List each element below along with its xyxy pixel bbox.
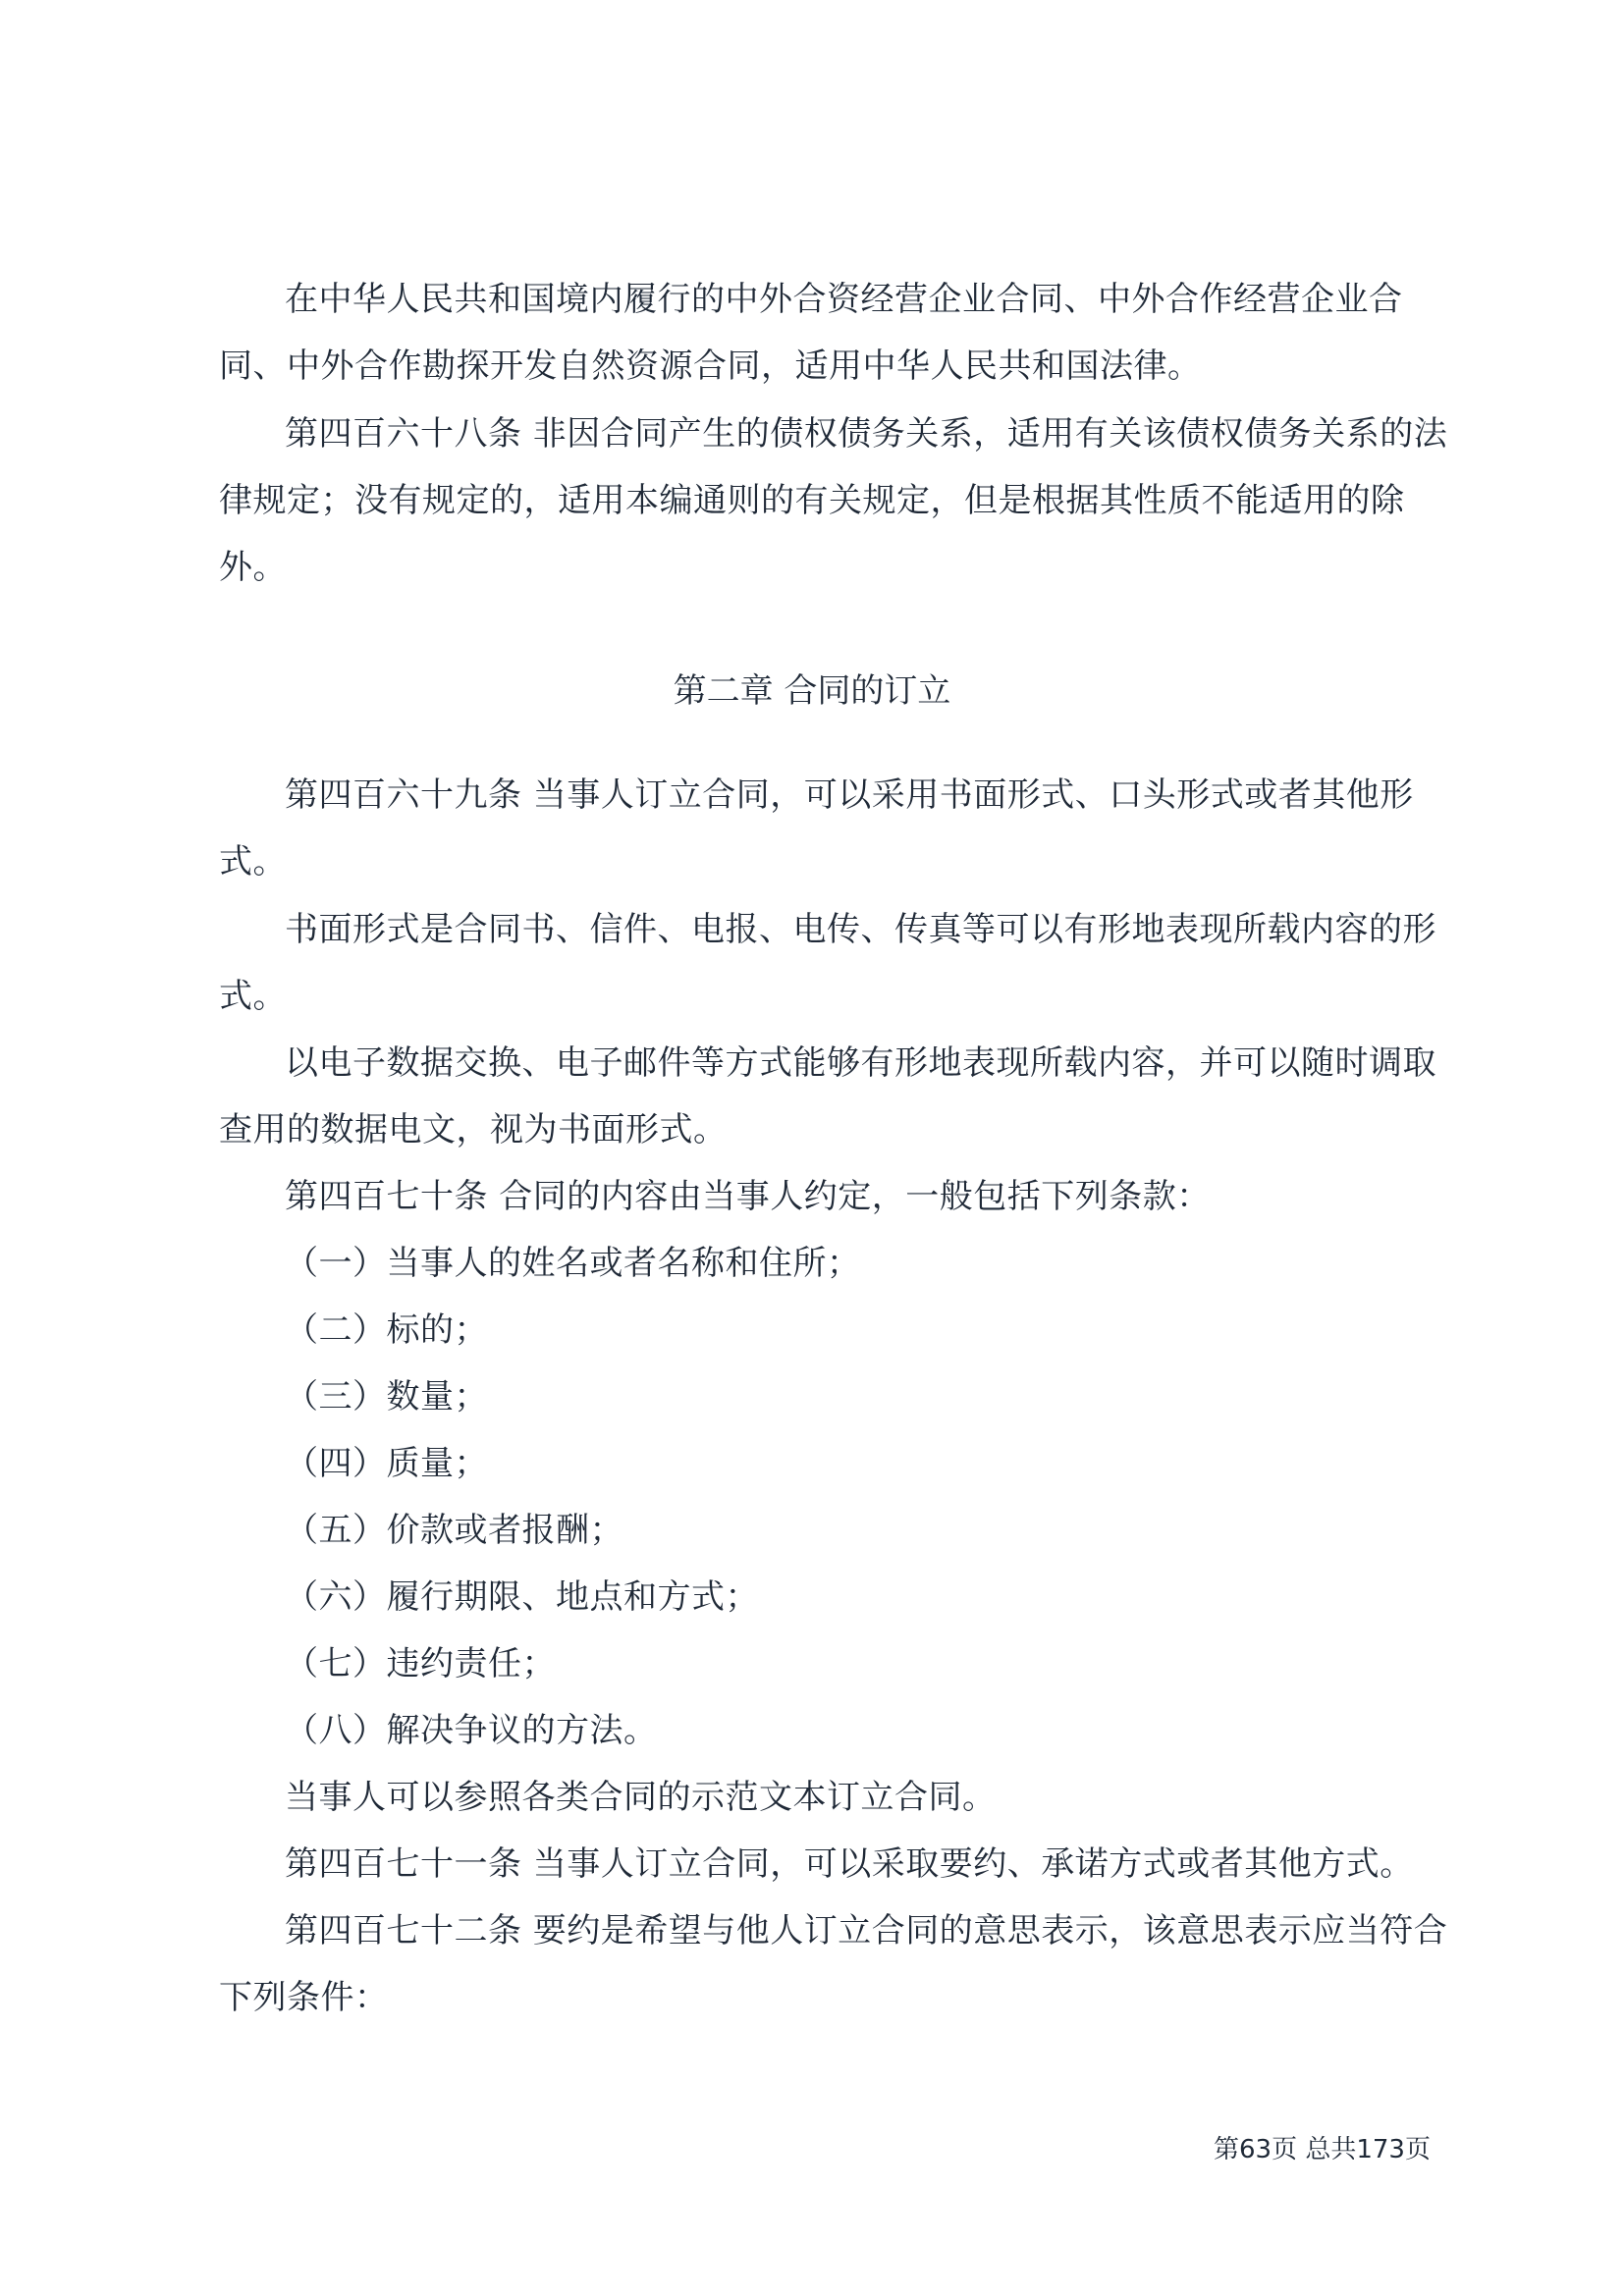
article-469-line: 第四百六十九条 当事人订立合同，可以采用书面形式、口头形式或者其他形 (285, 775, 1414, 815)
paragraph-line: 外。 (219, 548, 287, 587)
paragraph-line: 同、中外合作勘探开发自然资源合同，适用中华人民共和国法律。 (219, 347, 1202, 386)
paragraph-line: 查用的数据电文，视为书面形式。 (219, 1110, 728, 1149)
paragraph-line: 当事人可以参照各类合同的示范文本订立合同。 (285, 1778, 997, 1817)
chapter-heading: 第二章 合同的订立 (673, 671, 951, 711)
article-471-line: 第四百七十一条 当事人订立合同，可以采取要约、承诺方式或者其他方式。 (285, 1844, 1414, 1884)
list-item: （七）违约责任； (285, 1644, 556, 1683)
article-468-line: 第四百六十八条 非因合同产生的债权债务关系，适用有关该债权债务关系的法 (285, 414, 1448, 454)
list-item: （八）解决争议的方法。 (285, 1711, 658, 1750)
paragraph-line: 律规定；没有规定的，适用本编通则的有关规定，但是根据其性质不能适用的除 (219, 481, 1405, 520)
paragraph-line: 式。 (219, 977, 287, 1016)
paragraph-line: 以电子数据交换、电子邮件等方式能够有形地表现所载内容，并可以随时调取 (285, 1043, 1436, 1083)
article-472-line: 第四百七十二条 要约是希望与他人订立合同的意思表示，该意思表示应当符合 (285, 1911, 1448, 1950)
page-footer: 第63页 总共173页 (1214, 2135, 1431, 2164)
article-470-line: 第四百七十条 合同的内容由当事人约定，一般包括下列条款： (285, 1177, 1211, 1216)
paragraph-line: 书面形式是合同书、信件、电报、电传、传真等可以有形地表现所载内容的形 (285, 910, 1436, 949)
list-item: （三）数量； (285, 1377, 488, 1416)
list-item: （六）履行期限、地点和方式； (285, 1577, 759, 1617)
list-item: （四）质量； (285, 1444, 488, 1483)
paragraph-line: 在中华人民共和国境内履行的中外合资经营企业合同、中外合作经营企业合 (285, 280, 1403, 319)
list-item: （一）当事人的姓名或者名称和住所； (285, 1244, 861, 1283)
paragraph-line: 下列条件： (219, 1978, 389, 2017)
list-item: （五）价款或者报酬； (285, 1511, 623, 1550)
list-item: （二）标的； (285, 1310, 488, 1350)
paragraph-line: 式。 (219, 842, 287, 881)
